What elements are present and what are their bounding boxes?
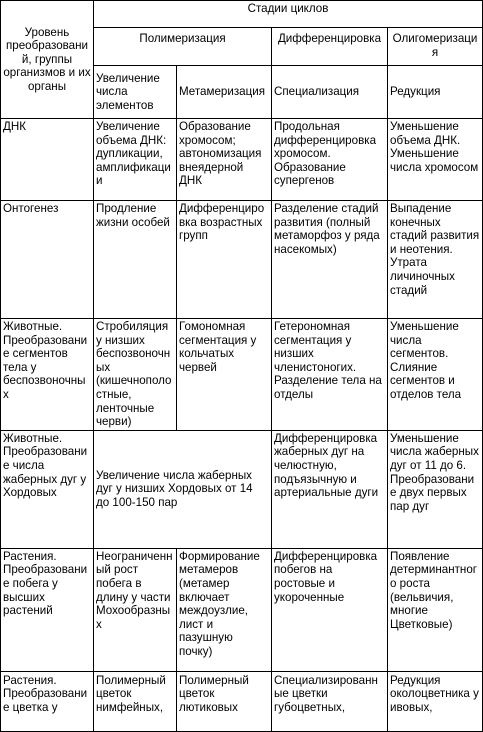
row-level: Растения. Преобразование побега у высших растений [1, 548, 94, 671]
cell-specialization: Дифференцировка побегов на ростовые и укороченные [272, 548, 388, 671]
cell-increase: Продление жизни особей [94, 201, 177, 319]
cell-reduction: Редукция околоцветника у ивовых, [388, 671, 483, 731]
cell-metamerization: Полимерный цветок лютиковых [177, 671, 272, 731]
table-row [1, 548, 483, 671]
cell-specialization: Дифференцировка жаберных дуг на челюстную, подъязычную и артериальные дуги [272, 430, 388, 548]
cell-specialization: Специализированные цветки губоцветных, [272, 671, 388, 731]
cell-merged-increase-metamerization: Увеличение числа жаберных дуг у низших Хордовых от 14 до 100-150 пар [94, 430, 272, 548]
header-cycle-stages: Стадии циклов [94, 1, 483, 28]
table-row [1, 319, 483, 431]
row-level: Животные. Преобразование сегментов тела у беспозвоночных [1, 319, 94, 431]
cell-specialization: Разделение стадий развития (полный метаморфоз у ряда насекомых) [272, 201, 388, 319]
header-metamerization: Метамеризация [177, 66, 272, 119]
header-reduction: Редукция [388, 66, 483, 119]
row-level: Онтогенез [1, 201, 94, 319]
table-row [1, 671, 483, 731]
cell-metamerization: Образование хромосом; автономизация внеядерной ДНК [177, 119, 272, 201]
header-specialization: Специализация [272, 66, 388, 119]
cell-metamerization: Формирование метамеров (метамер включает междоузлие, лист и пазушную почку) [177, 548, 272, 671]
cell-increase: Неограниченный рост побега в длину у части Мохообразных [94, 548, 177, 671]
cell-reduction: Уменьшение числа жаберных дуг от 11 до 6. Преобразование двух первых пар дуг [388, 430, 483, 548]
table-row [1, 119, 483, 201]
cell-reduction: Появление детерминантного роста (вельвичия, многие Цветковые) [388, 548, 483, 671]
row-level: ДНК [1, 119, 94, 201]
cell-specialization: Гетерономная сегментация у низших членистоногих. Разделение тела на отделы [272, 319, 388, 431]
cell-reduction: Выпадение конечных стадий развития и неотения. Утрата личиночных стадий [388, 201, 483, 319]
table-row [1, 201, 483, 319]
table-row [1, 430, 483, 548]
cell-reduction: Уменьшение числа сегментов. Слияние сегментов и отделов тела [388, 319, 483, 431]
cell-reduction: Уменьшение объема ДНК. Уменьшение числа хромосом [388, 119, 483, 201]
header-polymerization: Полимеризация [94, 28, 272, 66]
cell-increase: Полимерный цветок нимфейных, [94, 671, 177, 731]
cell-increase: Стробиляция у низших беспозвоночных (кишечнополостные, ленточные черви) [94, 319, 177, 431]
cell-increase: Увеличение объема ДНК: дупликации, амплификации [94, 119, 177, 201]
header-level-column: Уровень преобразований, группы организмов и их органы [1, 1, 94, 119]
header-differentiation: Дифференцировка [272, 28, 388, 66]
cell-metamerization: Дифференцировка возрастных групп [177, 201, 272, 319]
header-increase: Увеличение числа элементов [94, 66, 177, 119]
header-oligomerization: Олигомеризация [388, 28, 483, 66]
cell-metamerization: Гомономная сегментация у кольчатых червей [177, 319, 272, 431]
row-level: Животные. Преобразование числа жаберных дуг у Хордовых [1, 430, 94, 548]
row-level: Растения. Преобразование цветка у [1, 671, 94, 731]
cell-specialization: Продольная дифференцировка хромосом. Образование супергенов [272, 119, 388, 201]
